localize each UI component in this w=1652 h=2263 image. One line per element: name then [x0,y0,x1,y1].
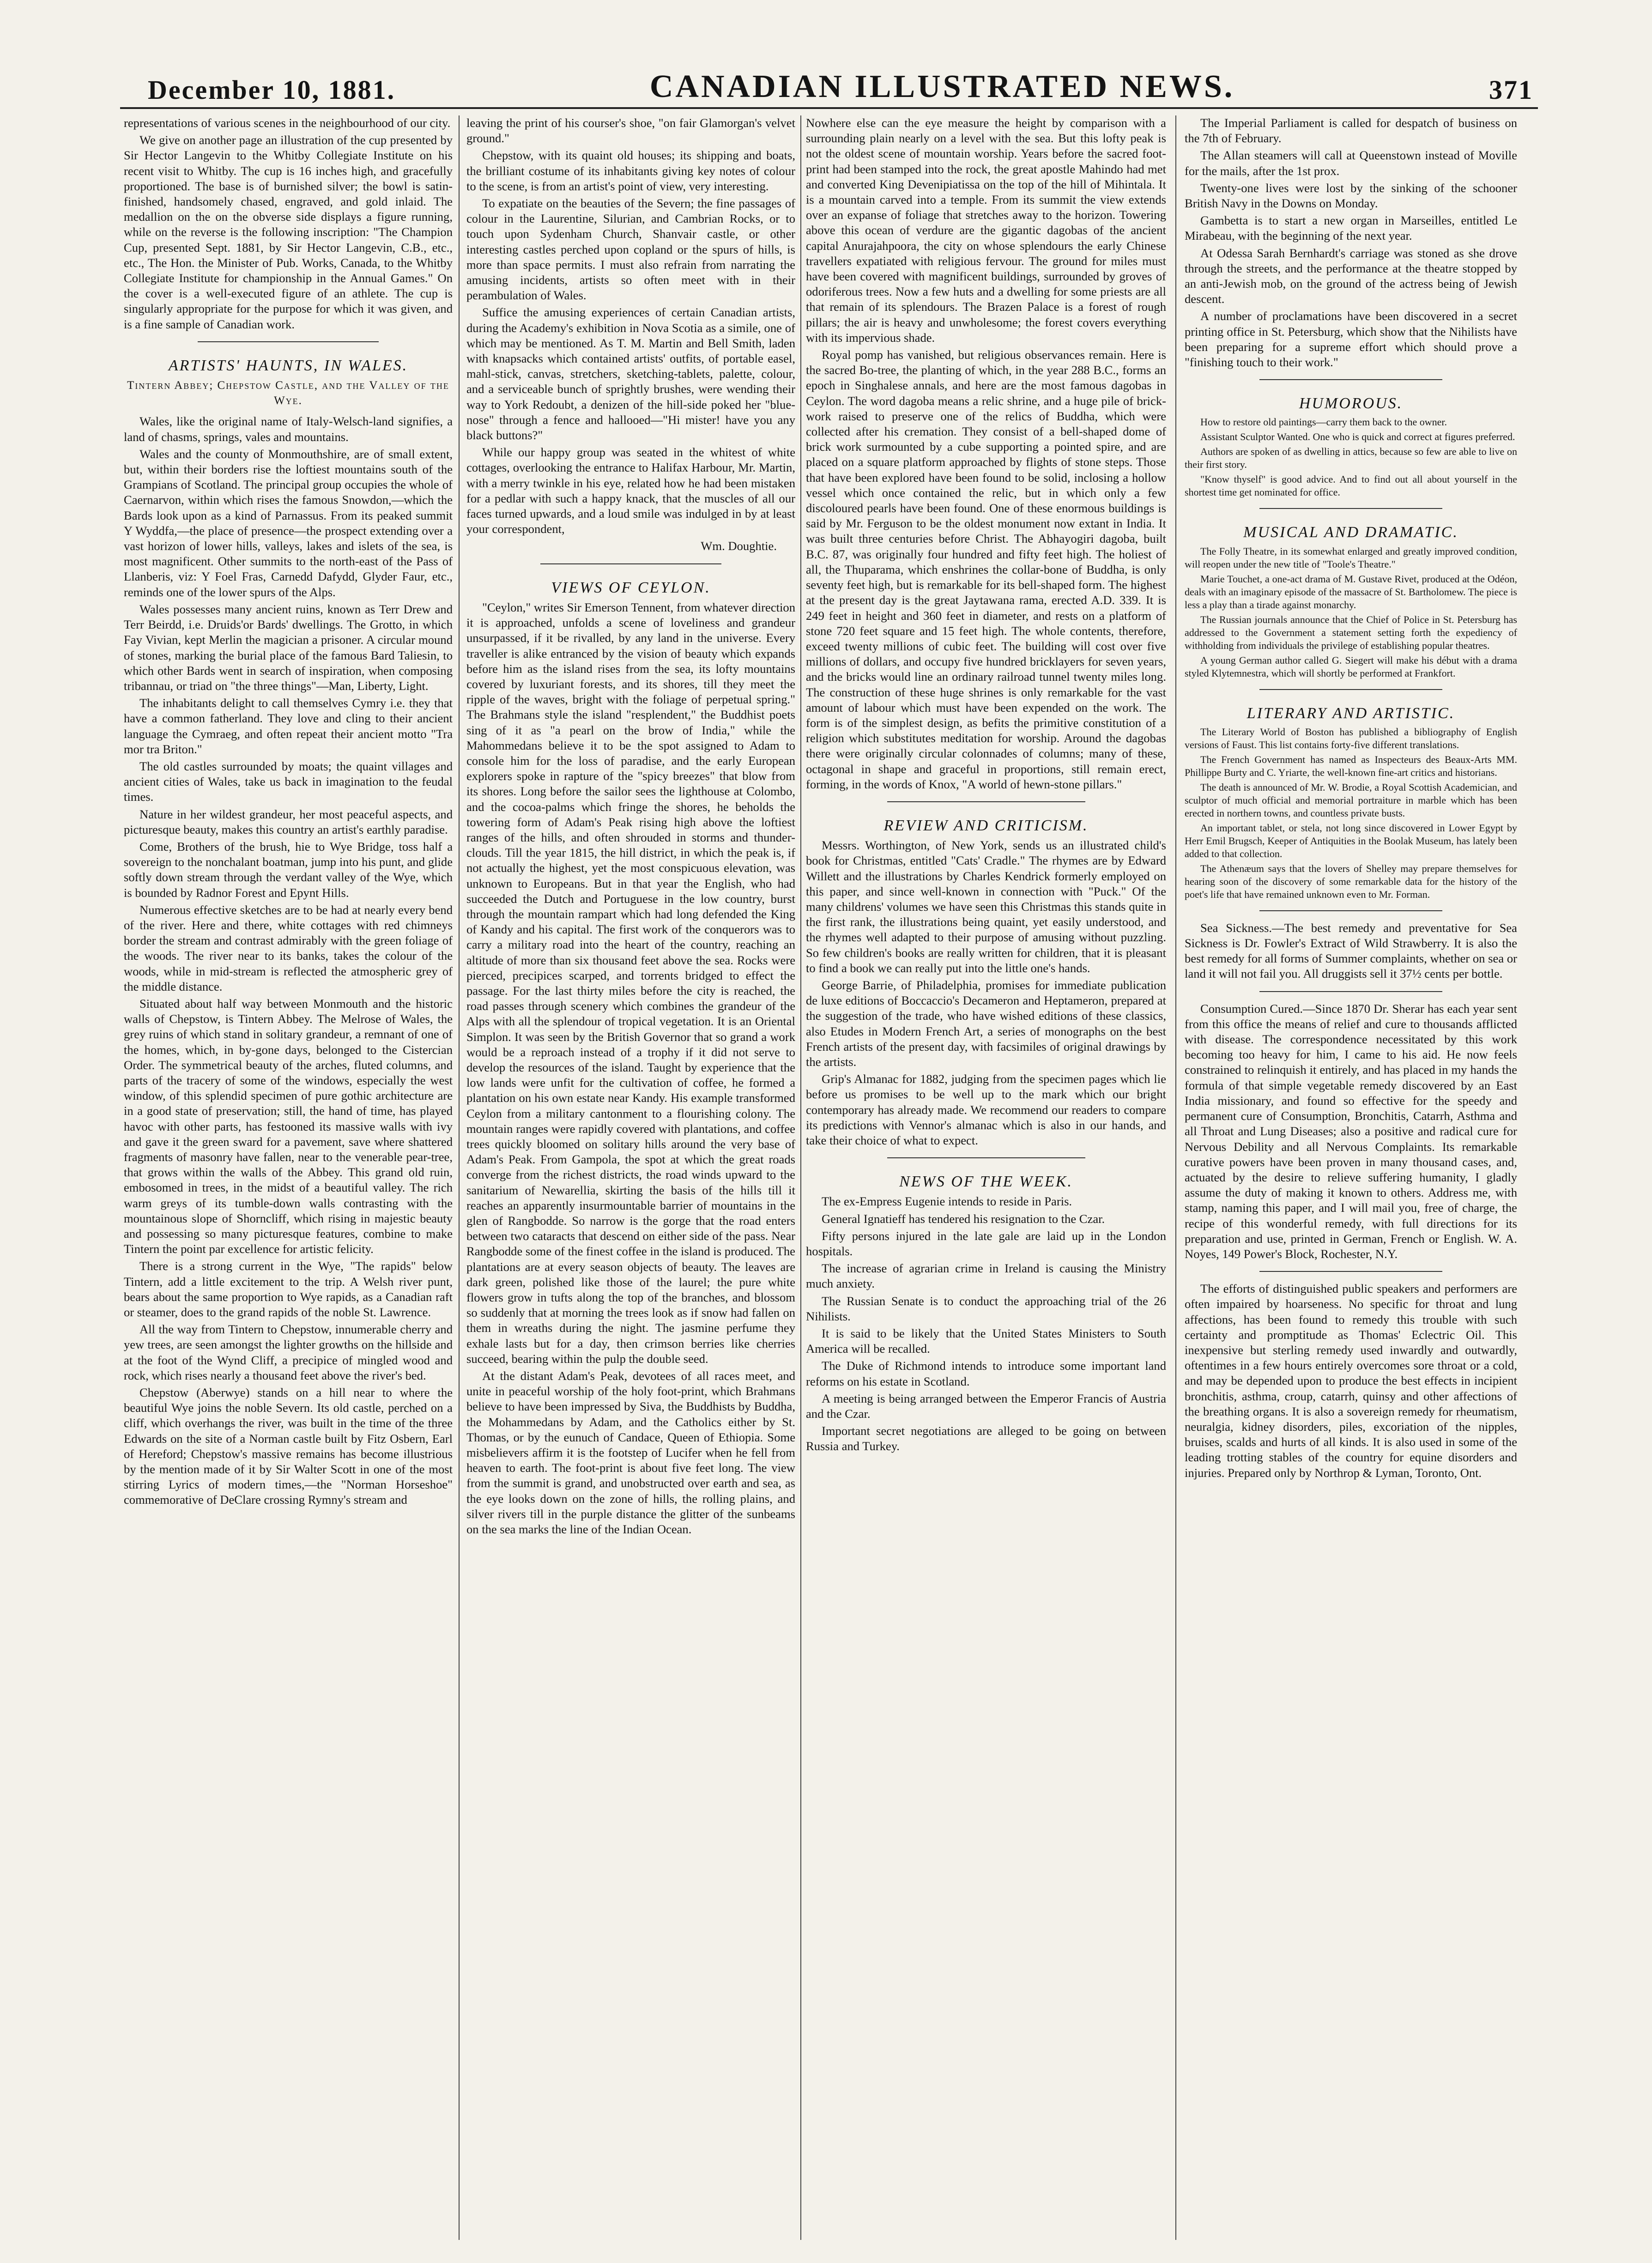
section-heading: MUSICAL AND DRAMATIC. [1243,524,1458,541]
column-4 [1185,115,1517,2245]
news-item: The Allan steamers will call at Queenstown instead of Moville for the mails, after the 1st prox. [1185,148,1517,178]
humor-item: "Know thyself" is good advice. And to find out all about yourself in the shortest time get nominated for office. [1185,473,1517,498]
newspaper-title: CANADIAN ILLUSTRATED NEWS. [649,69,1235,104]
news-item: A number of proclamations have been discovered in a secret printing office in St. Petersburg, which show that the Nihilists have been preparing for a supreme effort which should prove a "finishing touch to their work." [1185,309,1517,369]
literary-item: The French Government has named as Inspecteurs des Beaux-Arts MM. Phillippe Burty and C. Yriarte, the well-known fine-art critics and historians. [1185,753,1517,778]
paragraph: The old castles surrounded by moats; the quaint villages and ancient cities of Wales, take us back in imagination to the feudal times. [124,759,453,804]
news-item: A meeting is being arranged between the Emperor Francis of Austria and the Czar. [806,1391,1166,1421]
section-heading: REVIEW AND CRITICISM. [883,817,1089,834]
literary-item: The Literary World of Boston has published a bibliography of English versions of Faust. This list contains forty-five different translations. [1185,726,1517,750]
paragraph: Wales, like the original name of Italy-Welsch-land signifies, a land of chasms, springs, vales and mountains. [124,414,453,444]
divider [887,801,1085,802]
article-subheading: Tintern Abbey; Chepstow Castle, and the Valley of the Wye. [127,379,449,407]
paragraph: Chepstow (Aberwye) stands on a hill near to where the beautiful Wye joins the noble Severn. Its old castle, perched on a cliff, which overhangs the river, was built in the time of the three Edwards on the site of a Norman castle built by Fitz Osbern, Earl of Hereford; Chepstow's massive remains has become illustrious by the mention made of it by Sir Walter Scott in one of the most stirring Lyrics of modern times,—the "Norman Horseshoe" commemorative of DeClare crossing Rymny's stream and [124,1386,453,1507]
paragraph: Come, Brothers of the brush, hie to Wye Bridge, toss half a sovereign to the nonchalant boatman, jump into his punt, and glide softly down stream through the verdant valley of the Wye, which is bounded by Radnor Forest and Epynt Hills. [124,839,453,900]
page-number: 371 [1489,75,1533,105]
news-item: It is said to be likely that the United States Ministers to South America will be recalled. [806,1326,1166,1356]
masthead-rule [120,107,1538,109]
paragraph: We give on another page an illustration of the cup presented by Sir Hector Langevin to the Whitby Collegiate Institute on his recent visit to Whitby. The cup is 16 inches high, and gracefully proportioned. The base is of burnished silver; the bowl is satin-finished, handsomely chased, engraved, and gold inlaid. The medallion on the on the obverse side displays a figure running, while on the reverse is the following inscription: "The Champion Cup, presented Sept. 1881, by Sir Hector Langevin, C.B., etc., etc., The Hon. the Minister of Pub. Works, Canada, to the Whitby Collegiate Institute for championship in the Annual Games." On the cover is a well-executed figure of an athlete. The cup is singularly appropriate for the purpose for which it was given, and is a fine sample of Canadian work. [124,133,453,331]
paragraph: All the way from Tintern to Chepstow, innumerable cherry and yew trees, are seen amongst the lighter growths on the hillside and at the foot of the Wynd Cliff, a precipice of mingled wood and rock, which rises nearly a thousand feet above the river's bed. [124,1322,453,1382]
paragraph: At the distant Adam's Peak, devotees of all races meet, and unite in peaceful worship of the holy foot-print, which Brahmans believe to have been impressed by Siva, the Buddhists by Buddha, the Mohammedans by Adam, and the Catholics either by St. Thomas, or by the eunuch of Candace, Queen of Ethiopia. Some misbelievers affirm it is the footstep of Lucifer when he fell from heaven to earth. The foot-print is about five feet long. The view from the summit is grand, and unobstructed over earth and sea, as the eye looks down on the zone of hills, the rolling plains, and silver rivers till in the purple distance the glitter of the sunbeams on the sea marks the line of the Indian Ocean. [466,1369,795,1537]
advertisement: Consumption Cured.—Since 1870 Dr. Sherar has each year sent from this office the means of relief and cure to thousands afflicted with disease. The correspondence necessitated by this work becoming too heavy for him, I came to his aid. He now feels constrained to relinquish it entirely, and has placed in my hands the formula of that simple vegetable remedy discovered by an East India missionary, and found so effective for the speedy and permanent cure of Consumption, Bronchitis, Catarrh, Asthma and all Throat and Lung Diseases; also a positive and radical cure for Nervous Debility and all Nervous Complaints. Its remarkable curative powers have been proven in many thousand cases, and, actuated by the desire to relieve suffering humanity, I gladly assume the duty of making it known to others. Address me, with stamp, naming this paper, and I will mail you, free of charge, the recipe of this wonderful remedy, with full directions for its preparation and use, printed in German, French or English. W. A. Noyes, 149 Power's Block, Rochester, N.Y. [1185,1001,1517,1261]
issue-date: December 10, 1881. [148,75,396,105]
paragraph: While our happy group was seated in the whitest of white cottages, overlooking the entrance to Halifax Harbour, Mr. Martin, with a merry twinkle in his eye, related how he had been mistaken for a pedlar with such a happy knack, that the muscles of all our faces turned upwards, and a loud smile was indulged in by at least your correspondent, [466,445,795,536]
news-item: The ex-Empress Eugenie intends to reside in Paris. [822,1194,1072,1209]
music-item: Marie Touchet, a one-act drama of M. Gustave Rivet, produced at the Odéon, deals with an imaginary episode of the massacre of St. Bartholomew. The piece is less a play than a tirade against monarchy. [1185,573,1517,611]
news-item: The Imperial Parliament is called for despatch of business on the 7th of February. [1185,116,1517,145]
news-item: General Ignatieff has tendered his resignation to the Czar. [822,1211,1105,1226]
divider [1259,508,1442,509]
literary-item: The death is announced of Mr. W. Brodie, a Royal Scottish Academician, and sculptor of much official and memorial portraiture in marble which has been erected in northern towns, and countless private busts. [1185,781,1517,819]
paragraph: Nature in her wildest grandeur, her most peaceful aspects, and picturesque beauty, makes this country an artist's earthly paradise. [124,807,453,836]
news-item: Twenty-one lives were lost by the sinking of the schooner British Navy in the Downs on Monday. [1185,181,1517,211]
news-item: Gambetta is to start a new organ in Marseilles, entitled Le Mirabeau, with the beginning of the next year. [1185,213,1517,243]
news-item: Important secret negotiations are alleged to be going on between Russia and Turkey. [806,1424,1166,1453]
article-heading: VIEWS OF CEYLON. [551,579,711,596]
column-divider [459,115,460,2240]
advertisement: Sea Sickness.—The best remedy and preventative for Sea Sickness is Dr. Fowler's Extract of Wild Strawberry. It is also the best remedy for all forms of Summer complaints, whether on sea or land it will not fail you. All druggists sell it 37½ cents per bottle. [1185,920,1517,981]
divider [1259,910,1442,911]
paragraph: representations of various scenes in the neighbourhood of our city. [124,116,451,130]
news-item: The Russian Senate is to conduct the approaching trial of the 26 Nihilists. [806,1294,1166,1323]
music-item: The Folly Theatre, in its somewhat enlarged and greatly improved condition, will reopen under the new title of "Toole's Theatre." [1185,545,1517,570]
news-item: The increase of agrarian crime in Ireland is causing the Ministry much anxiety. [806,1261,1166,1291]
humor-item: How to restore old paintings—carry them back to the owner. [1200,416,1447,428]
paragraph: Chepstow, with its quaint old houses; its shipping and boats, the brilliant costume of its inhabitants giving key notes of colour to the scene, is from an artist's point of view, very interesting. [466,148,795,193]
paragraph: George Barrie, of Philadelphia, promises for immediate publication de luxe editions of Boccaccio's Decameron and Heptameron, prepared at the suggestion of the trade, who have wished editions of these classics, also Etudes in Modern French Art, a series of monographs on the best French artists of the present day, with facsimiles of original drawings by the artists. [806,978,1166,1069]
divider [1259,689,1442,690]
masthead [148,54,1533,105]
divider [1259,379,1442,380]
column-2 [466,115,795,2245]
paragraph: leaving the print of his courser's shoe, "on fair Glamorgan's velvet ground." [466,116,795,145]
column-divider [1175,115,1176,2240]
divider [198,341,379,342]
news-item: At Odessa Sarah Bernhardt's carriage was stoned as she drove through the streets, and the performance at the theatre stopped by an anti-Jewish mob, on the ground of the actress being of Jewish descent. [1185,246,1517,306]
literary-item: The Athenæum says that the lovers of Shelley may prepare themselves for hearing soon of the discovery of some remarkable data for the history of the poet's life that have remained unknown even to Mr. Forman. [1185,862,1517,900]
article-heading: ARTISTS' HAUNTS, IN WALES. [168,357,408,374]
humor-item: Authors are spoken of as dwelling in attics, because so few are able to live on their first story. [1185,446,1517,471]
paragraph: To expatiate on the beauties of the Severn; the fine passages of colour in the Laurentine, Silurian, and Cambrian Rocks, or to touch upon Sydenham Church, Shanvair castle, or other interesting castles perched upon copland or the spurs of hills, is more than space permits. I must also refrain from narrating the amusing incidents, artists so often meet with in their perambulation of Wales. [466,196,795,303]
literary-item: An important tablet, or stela, not long since discovered in Lower Egypt by Herr Emil Brugsch, Keeper of Antiquities in the Boolak Museum, has lately been added to that collection. [1185,822,1517,859]
paragraph: Royal pomp has vanished, but religious observances remain. Here is the sacred Bo-tree, the planting of which, in the year 288 B.C., forms an epoch in Singhalese annals, and here are the most famous dagobas in Ceylon. The word dagoba means a relic shrine, and a huge pile of brick-work raised to preserve one of the relics of Buddha, which were collected after his cremation. They consist of a bell-shaped dome of brick work surmounted by a cube supporting a pointed spire, and are placed on a square platform approached by flights of stone steps. Those that have been explored have been found to be solid, inclosing a hollow vessel which once contained the relic, but in which only a few discoloured pearls have been found. One of these enormous buildings is said by Mr. Ferguson to be the oldest monument now extant in India. It was built three centuries before Christ. The Abhayogiri dagoba, built B.C. 87, was originally four hundred and fifty feet high. The holiest of all, the Thuparama, which enshrines the collar-bone of Buddha, is only seventy feet high, but is remarkable for its bell-shaped form. The highest at the present day is the great Jaytawana rama, erected A.D. 339. It is 249 feet in height and 360 feet in diameter, and rests on a platform of stone 720 feet square and 15 feet high. The whole contents, therefore, exceed twenty millions of cubic feet. The building will cost over five millions of dollars, and occupy five hundred bricklayers for seven years, and the bricks would line an ordinary railroad tunnel twenty miles long. The construction of these huge shrines is only remarkable for the vast amount of labour which must have been expended on the work. The form is of the simplest design, as befits the primitive constitution of a religion which substitutes meditation for worship. Around the dagobas there were originally circular colonnades of columns; many of these, octagonal in shape and graceful in proportions, still remain erect, forming, in the words of Knox, "A world of hewn-stone pillars." [806,348,1166,791]
paragraph: Suffice the amusing experiences of certain Canadian artists, during the Academy's exhibition in Nova Scotia as a simile, one of which may be mentioned. As T. M. Martin and Bell Smith, laden with knapsacks which contained artists' outfits, of portable easel, mahl-stick, canvas, stretchers, sketching-tablets, palette, colour, and a serviceable bunch of sprightly brushes, were wending their way to York Redoubt, a denizen of the hill-side poked her "blue-nose" through a fence and hallooed—"Hi mister! have you any black buttons?" [466,305,795,442]
paragraph: Numerous effective sketches are to be had at nearly every bend of the river. Here and there, white cottages with red chimneys border the stream and contrast admirably with the green foliage of the woods. The river near to its banks, takes the colour of the woods, while in mid-stream is reflected the atmospheric grey of the middle distance. [124,902,453,993]
news-item: The Duke of Richmond intends to introduce some important land reforms on his estate in Scotland. [806,1359,1166,1388]
signature: Wm. Doughtie. [701,539,777,553]
column-1 [124,115,453,2245]
news-item: Fifty persons injured in the late gale are laid up in the London hospitals. [806,1228,1166,1259]
music-item: A young German author called G. Siegert will make his début with a drama styled Klytemnestra, which will shortly be performed at Frankfort. [1185,654,1517,679]
divider [1259,991,1442,992]
section-heading: NEWS OF THE WEEK. [899,1173,1073,1191]
divider [1259,1271,1442,1272]
music-item: The Russian journals announce that the Chief of Police in St. Petersburg has addressed to the Government a statement setting forth the expediency of withholding from individuals the privilege of establishing popular theatres. [1185,613,1517,651]
paragraph: Situated about half way between Monmouth and the historic walls of Chepstow, is Tintern Abbey. The Melrose of Wales, the grey ruins of which stand in solitary grandeur, a remnant of one of the homes, which, in by-gone days, belonged to the Cistercian Order. The symmetrical beauty of the arches, fluted columns, and parts of the tracery of some of the windows, especially the west window, of this splendid specimen of pure gothic architecture are in a good state of preservation; still, the hand of time, has played havoc with other parts, has festooned its massive walls with ivy and gave it the green sward for a pavement, save where shattered fragments of masonry have fallen, near to the venerable pear-tree, that grows within the walls of the Abbey. This grand old ruin, embosomed in trees, in the midst of a beautiful valley. The rich warm greys of its tumble-down walls contrasting with the mountainous slope of Shorncliff, which rising in majestic beauty and possessing so many picturesque features, combine to make Tintern the point par excellence for artistic felicity. [124,996,453,1256]
paragraph: Wales and the county of Monmouthshire, are of small extent, but, within their borders rise the loftiest mountains south of the Grampians of Scotland. The principal group occupies the whole of Caernarvon, within which rises the famous Snowdon,—which the Bards look upon as a kind of Parnassus. From its peaked summit Y Wyddfa,—the place of presence—the prospect extending over a vast horizon of lower hills, valleys, lakes and islets of the sea, is most magnificent. Other summits to the north-east of the Pass of Llanberis, viz: Y Foel Fras, Carnedd Dafydd, Glyder Faur, etc., reminds one of the lower spurs of the Alps. [124,447,453,599]
humor-item: Assistant Sculptor Wanted. One who is quick and correct at figures preferred. [1200,431,1515,443]
advertisement: The efforts of distinguished public speakers and performers are often impaired by hoarseness. No specific for throat and lung affections, has been found to remedy this trouble with such certainty and promptitude as Thomas' Eclectric Oil. This inexpensive but sterling remedy used inwardly and outwardly, oftentimes in a few hours entirely overcomes sore throat or a cold, and may be depended upon to produce the best effects in incipient bronchitis, asthma, croup, catarrh, quinsy and other affections of the breathing organs. It is also a sovereign remedy for rheumatism, neuralgia, kidney disorders, piles, excoriation of the nipples, bruises, scalds and hurts of all kinds. It is also used in some of the leading trotting stables of the country for equine disorders and injuries. Prepared only by Northrop & Lyman, Toronto, Ont. [1185,1282,1517,1480]
divider [887,1157,1085,1158]
paragraph: The inhabitants delight to call themselves Cymry i.e. they that have a common fatherland. They love and cling to their ancient language the Cymraeg, and often repeat their ancient motto "Tra mor tra Briton." [124,696,453,756]
paragraph: Wales possesses many ancient ruins, known as Terr Drew and Terr Beirdd, i.e. Druids'or Bards' dwellings. The Grotto, in which Fay Vivian, kept Merlin the magician a prisoner. A circular mound of stones, marking the burial place of the famous Bard Taliesin, to which other Bards went in search of inspiration, when composing tribannau, or triad on "the three things"—Man, Liberty, Light. [124,602,453,693]
paragraph: Messrs. Worthington, of New York, sends us an illustrated child's book for Christmas, entitled "Cats' Cradle." The rhymes are by Edward Willett and the illustrations by Charles Kendrick formerly employed on this paper, and since well-known in connection with "Puck." Of the many childrens' volumes we have seen this Christmas this stands quite in the first rank, the illustrations being quaint, yet easily understood, and the rhymes well adapted to their purpose of amusing without puzzling. So few children's books are really written for children, that it is pleasant to find a book we can really put into the little one's hands. [806,838,1166,975]
paragraph: There is a strong current in the Wye, "The rapids" below Tintern, add a little excitement to the trip. A Welsh river punt, bears about the same proportion to Wye rapids, as a Canadian raft or steamer, does to the grand rapids of the noble St. Lawrence. [124,1259,453,1319]
paragraph: "Ceylon," writes Sir Emerson Tennent, from whatever direction it is approached, unfolds a scene of loveliness and grandeur unsurpassed, if it be rivalled, by any land in the universe. Every traveller is alike entranced by the vision of beauty which expands before him as the island rises from the sea, its lofty mountains covered by luxuriant forests, and its shores, till they meet the ripple of the waves, bright with the foliage of perpetual spring." The Brahmans style the island "resplendent," the Buddhist poets sing of it as "a pearl on the brow of India," while the Mahommedans believe it to be the spot assigned to Adam to console him for the loss of paradise, and the early European explorers spoke in rapture of the "spicy breezes" that blow from its shores. Long before the sailor sees the lighthouse at Colombo, and the cocoa-palms which fringe the shores, he beholds the towering form of Adam's Peak rising high above the loftiest ranges of the hills, and often shrouded in storms and thunder-clouds. Till the year 1815, the hill district, in which the peak is, if not actually the highest, yet the most conspicuous elevation, was unknown to Europeans. But in that year the English, who had succeeded the Dutch and Portuguese in the low country, burst through the mountain rampart which had long defended the King of Kandy and his capital. The first work of the conquerors was to carry a military road into the heart of the country, reaching an altitude of more than six thousand feet above the sea. Rocks were pierced, precipices scarped, and torrents bridged to effect the passage. For the last thirty miles before the city is reached, the road passes through scenery which combines the grandeur of the Alps with all the splendour of tropical vegetation. It is an Oriental Simplon. It was seen by the British Governor that so grand a work would be a reproach instead of a trophy if it did not serve to develop the resources of the island. Taught by experience that the low lands were unfit for the cultivation of coffee, he formed a plantation on his own estate near Kandy. His example transformed Ceylon from a military cantonment to a flourishing colony. The mountain ranges were rapidly covered with plantations, and coffee trees quickly bloomed on solitary hills around the very base of Adam's Peak. From Gampola, the spot at which the great roads converge from the richest districts, the road winds upward to the sanitarium of Newarellia, skirting the basis of the hills till it reaches an apparently insurmountable barrier of mountains in the glen of Rangbodde. So narrow is the gorge that the road enters between two cataracts that descend on either side of the pass. Near Rangbodde some of the finest coffee in the island is produced. The plantations are at every season objects of beauty. The leaves are dark green, polished like those of the laurel; the pure white flowers grow in tufts along the top of the branches, and blossom so suddenly that at morning the trees look as if snow had fallen on them in wreaths during the night. The jasmine perfume they exhale lasts but for a day, then crimson berries like cherries succeed, bearing within the pulp the double seed. [466,600,795,1366]
section-heading: LITERARY AND ARTISTIC. [1247,704,1455,722]
section-heading: HUMOROUS. [1299,395,1403,412]
column-divider [800,115,801,2240]
paragraph: Nowhere else can the eye measure the height by comparison with a surrounding plain nearly on a level with the sea. But this lofty peak is not the oldest scene of mountain worship. Years before the sacred foot-print had been stamped into the rock, the great apostle Mahindo had met and converted King Devenipiatissa on the top of the hill of Mihintala. It is a mountain carved into a temple. From its summit the view extends over an expanse of foliage that stretches away to the horizon. Towering above this ocean of verdure are the gigantic dagobas of the ancient capital Anurajahpoora, the city on whose splendours the early Chinese travellers expatiated with religious fervour. The ground for miles must have been covered with magnificent buildings, surrounded by groves of odoriferous trees. Now a few huts and a dwelling for some priests are all that remain of its splendours. The Brazen Palace is a forest of rough pillars; the air is heavy and unwholesome; the forest covers everything with its impervious shade. [806,116,1166,345]
divider [540,563,721,564]
paragraph: Grip's Almanac for 1882, judging from the specimen pages which lie before us promises to be well up to the mark which our bright contemporary has already made. We recommend our readers to compare its predictions with Vennor's almanac which is also in our hands, and take their choice of what to expect. [806,1072,1166,1147]
column-3 [806,115,1166,2245]
